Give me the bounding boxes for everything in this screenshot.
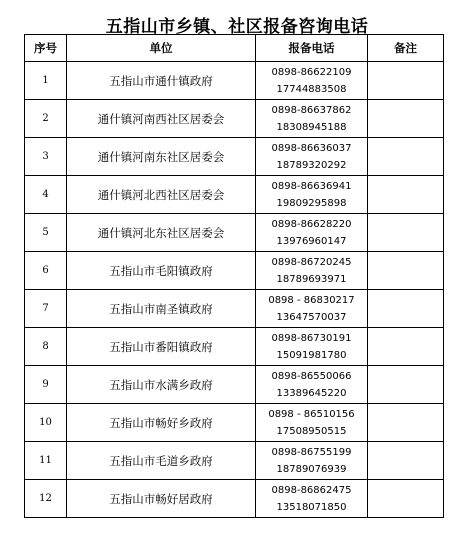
table-body bbox=[25, 62, 444, 518]
row-number: 10 bbox=[25, 404, 67, 442]
mobile-number: 13389645220 bbox=[276, 387, 347, 399]
unit-name: 通什镇河南西社区居委会 bbox=[67, 100, 256, 138]
table-row bbox=[25, 214, 444, 252]
unit-name: 五指山市水满乡政府 bbox=[67, 366, 256, 404]
table-row bbox=[25, 366, 444, 404]
unit-name: 五指山市毛道乡政府 bbox=[67, 442, 256, 480]
landline-number: 0898-86720245 bbox=[271, 256, 352, 268]
table-row bbox=[25, 404, 444, 442]
row-number: 1 bbox=[25, 62, 67, 100]
note-cell bbox=[368, 62, 444, 100]
unit-name: 通什镇河北西社区居委会 bbox=[67, 176, 256, 214]
mobile-number: 18308945188 bbox=[276, 121, 347, 133]
unit-name: 通什镇河南东社区居委会 bbox=[67, 138, 256, 176]
row-number: 12 bbox=[25, 480, 67, 518]
note-cell bbox=[368, 290, 444, 328]
mobile-number: 18789693971 bbox=[276, 273, 347, 285]
table-row bbox=[25, 290, 444, 328]
phone-cell bbox=[256, 328, 368, 366]
row-number: 4 bbox=[25, 176, 67, 214]
mobile-number: 17508950515 bbox=[276, 425, 347, 437]
landline-number: 0898-86862475 bbox=[271, 484, 352, 496]
row-number: 6 bbox=[25, 252, 67, 290]
phone-cell bbox=[256, 138, 368, 176]
unit-name: 通什镇河北东社区居委会 bbox=[67, 214, 256, 252]
note-cell bbox=[368, 176, 444, 214]
phone-cell bbox=[256, 290, 368, 328]
note-cell bbox=[368, 252, 444, 290]
note-cell bbox=[368, 404, 444, 442]
header-unit: 单位 bbox=[67, 35, 256, 62]
mobile-number: 13976960147 bbox=[276, 235, 347, 247]
mobile-number: 18789076939 bbox=[276, 463, 347, 475]
unit-name: 五指山市番阳镇政府 bbox=[67, 328, 256, 366]
landline-number: 0898-86628220 bbox=[271, 218, 352, 230]
note-cell bbox=[368, 480, 444, 518]
landline-number: 0898-86636941 bbox=[271, 180, 352, 192]
note-cell bbox=[368, 138, 444, 176]
row-number: 7 bbox=[25, 290, 67, 328]
phone-cell bbox=[256, 62, 368, 100]
row-number: 11 bbox=[25, 442, 67, 480]
phone-cell bbox=[256, 480, 368, 518]
row-number: 3 bbox=[25, 138, 67, 176]
landline-number: 0898-86550066 bbox=[271, 370, 352, 382]
unit-name: 五指山市南圣镇政府 bbox=[67, 290, 256, 328]
table-row bbox=[25, 62, 444, 100]
phone-cell bbox=[256, 404, 368, 442]
row-number: 8 bbox=[25, 328, 67, 366]
header-phone: 报备电话 bbox=[256, 35, 368, 62]
landline-number: 0898-86730191 bbox=[271, 332, 352, 344]
contact-table bbox=[24, 34, 444, 518]
table-row bbox=[25, 176, 444, 214]
note-cell bbox=[368, 328, 444, 366]
table-header-row bbox=[25, 35, 444, 62]
landline-number: 0898-86755199 bbox=[271, 446, 352, 458]
note-cell bbox=[368, 366, 444, 404]
phone-cell bbox=[256, 442, 368, 480]
table-row bbox=[25, 442, 444, 480]
mobile-number: 19809295898 bbox=[276, 197, 347, 209]
mobile-number: 13518071850 bbox=[276, 501, 347, 513]
landline-number: 0898 - 86830217 bbox=[268, 294, 355, 306]
page-title: 五指山市乡镇、社区报备咨询电话 bbox=[105, 17, 369, 37]
note-cell bbox=[368, 100, 444, 138]
unit-name: 五指山市通什镇政府 bbox=[67, 62, 256, 100]
unit-name: 五指山市毛阳镇政府 bbox=[67, 252, 256, 290]
mobile-number: 15091981780 bbox=[276, 349, 347, 361]
mobile-number: 18789320292 bbox=[276, 159, 347, 171]
phone-cell bbox=[256, 252, 368, 290]
landline-number: 0898-86637862 bbox=[271, 104, 352, 116]
table-row bbox=[25, 480, 444, 518]
row-number: 9 bbox=[25, 366, 67, 404]
header-note: 备注 bbox=[368, 35, 444, 62]
row-number: 2 bbox=[25, 100, 67, 138]
table-row bbox=[25, 100, 444, 138]
landline-number: 0898-86622109 bbox=[271, 66, 352, 78]
table-row bbox=[25, 138, 444, 176]
note-cell bbox=[368, 214, 444, 252]
unit-name: 五指山市畅好居政府 bbox=[67, 480, 256, 518]
mobile-number: 17744883508 bbox=[276, 83, 347, 95]
landline-number: 0898-86636037 bbox=[271, 142, 352, 154]
mobile-number: 13647570037 bbox=[276, 311, 347, 323]
table-row bbox=[25, 328, 444, 366]
phone-cell bbox=[256, 366, 368, 404]
header-no: 序号 bbox=[25, 35, 67, 62]
row-number: 5 bbox=[25, 214, 67, 252]
unit-name: 五指山市畅好乡政府 bbox=[67, 404, 256, 442]
phone-cell bbox=[256, 214, 368, 252]
phone-cell bbox=[256, 176, 368, 214]
table-row bbox=[25, 252, 444, 290]
phone-cell bbox=[256, 100, 368, 138]
landline-number: 0898 - 86510156 bbox=[268, 408, 355, 420]
note-cell bbox=[368, 442, 444, 480]
